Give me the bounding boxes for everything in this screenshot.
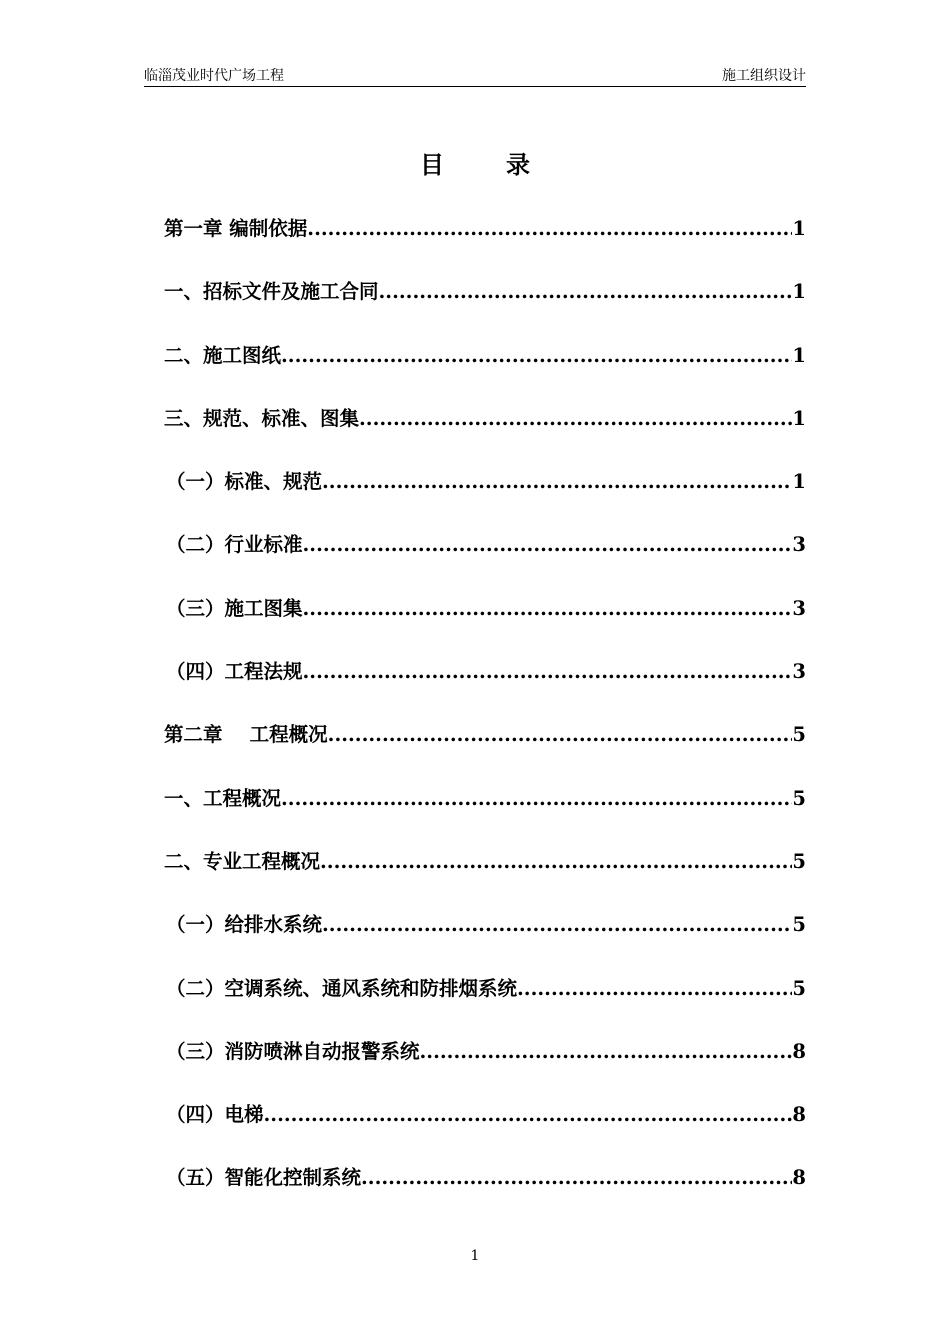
- page-number: 1: [470, 1248, 480, 1264]
- table-of-contents: [164, 213, 806, 1226]
- toc-entry-page: 3: [792, 660, 806, 684]
- toc-entry[interactable]: [164, 403, 806, 466]
- toc-leader-dots: [322, 470, 792, 493]
- toc-leader-dots: [303, 533, 793, 556]
- toc-leader-dots: [320, 850, 792, 873]
- toc-entry[interactable]: [164, 783, 806, 846]
- title-char-2: 录: [506, 150, 530, 179]
- toc-entry-page: 1: [792, 280, 806, 304]
- toc-entry[interactable]: [164, 1036, 806, 1099]
- toc-entry[interactable]: [164, 973, 806, 1036]
- toc-leader-dots: [307, 217, 792, 240]
- toc-entry-page: 3: [792, 533, 806, 557]
- toc-entry-page: 5: [792, 849, 806, 873]
- title-char-1: 目: [420, 150, 444, 179]
- toc-leader-dots: [303, 597, 793, 620]
- toc-entry-page: 1: [792, 217, 806, 240]
- toc-leader-dots: [303, 660, 793, 683]
- toc-entry-page: 1: [792, 406, 806, 430]
- page-title: [0, 145, 950, 180]
- toc-entry-page: 8: [792, 1166, 806, 1190]
- toc-entry[interactable]: [164, 909, 806, 972]
- toc-entry[interactable]: [164, 846, 806, 909]
- toc-entry[interactable]: [164, 1162, 806, 1225]
- toc-entry-label: （三）施工图集: [166, 596, 303, 620]
- toc-leader-dots: [328, 723, 793, 746]
- toc-entry[interactable]: [164, 1099, 806, 1162]
- toc-entry-label: 三、规范、标准、图集: [164, 406, 360, 430]
- toc-leader-dots: [517, 977, 792, 1000]
- toc-entry[interactable]: [164, 340, 806, 403]
- toc-entry[interactable]: [164, 719, 806, 782]
- toc-entry-label: （一）标准、规范: [166, 470, 323, 494]
- toc-entry-label: 一、工程概况: [164, 786, 282, 810]
- toc-entry-label: （二）行业标准: [166, 533, 303, 557]
- toc-leader-dots: [359, 407, 792, 430]
- toc-entry-page: 8: [792, 1103, 806, 1127]
- toc-entry-page: 8: [792, 1039, 806, 1063]
- toc-leader-dots: [322, 913, 792, 936]
- toc-entry[interactable]: [164, 213, 806, 276]
- toc-entry-label: （五）智能化控制系统: [166, 1166, 362, 1190]
- header-document-type: 施工组织设计: [722, 68, 806, 84]
- toc-entry-label: （二）空调系统、通风系统和防排烟系统: [166, 976, 518, 1000]
- toc-entry[interactable]: [164, 276, 806, 339]
- toc-entry-label: （四）工程法规: [166, 660, 303, 684]
- toc-entry-page: 5: [792, 913, 806, 937]
- toc-entry-page: 5: [792, 976, 806, 1000]
- toc-entry[interactable]: [164, 466, 806, 529]
- header-project-name: 临淄茂业时代广场工程: [144, 68, 284, 84]
- toc-leader-dots: [420, 1040, 793, 1063]
- toc-entry[interactable]: [164, 529, 806, 592]
- toc-entry-label: （三）消防喷淋自动报警系统: [166, 1039, 420, 1063]
- toc-leader-dots: [281, 787, 792, 810]
- page-header: [144, 66, 806, 87]
- toc-entry-label: 二、专业工程概况: [164, 849, 321, 873]
- toc-entry-page: 1: [792, 470, 806, 494]
- toc-entry-label: 第一章 编制依据: [164, 217, 308, 240]
- toc-entry-label: 第二章 工程概况: [164, 723, 328, 747]
- toc-entry[interactable]: [164, 656, 806, 719]
- toc-entry-label: 二、施工图纸: [164, 343, 282, 367]
- toc-leader-dots: [379, 280, 793, 303]
- toc-entry[interactable]: [164, 593, 806, 656]
- toc-leader-dots: [264, 1103, 793, 1126]
- toc-entry-label: （四）电梯: [166, 1103, 264, 1127]
- toc-entry-page: 3: [792, 596, 806, 620]
- toc-entry-page: 1: [792, 343, 806, 367]
- toc-entry-page: 5: [792, 786, 806, 810]
- toc-entry-page: 5: [792, 723, 806, 747]
- toc-entry-label: （一）给排水系统: [166, 913, 323, 937]
- toc-leader-dots: [281, 344, 792, 367]
- toc-leader-dots: [361, 1166, 792, 1189]
- toc-entry-label: 一、招标文件及施工合同: [164, 280, 379, 304]
